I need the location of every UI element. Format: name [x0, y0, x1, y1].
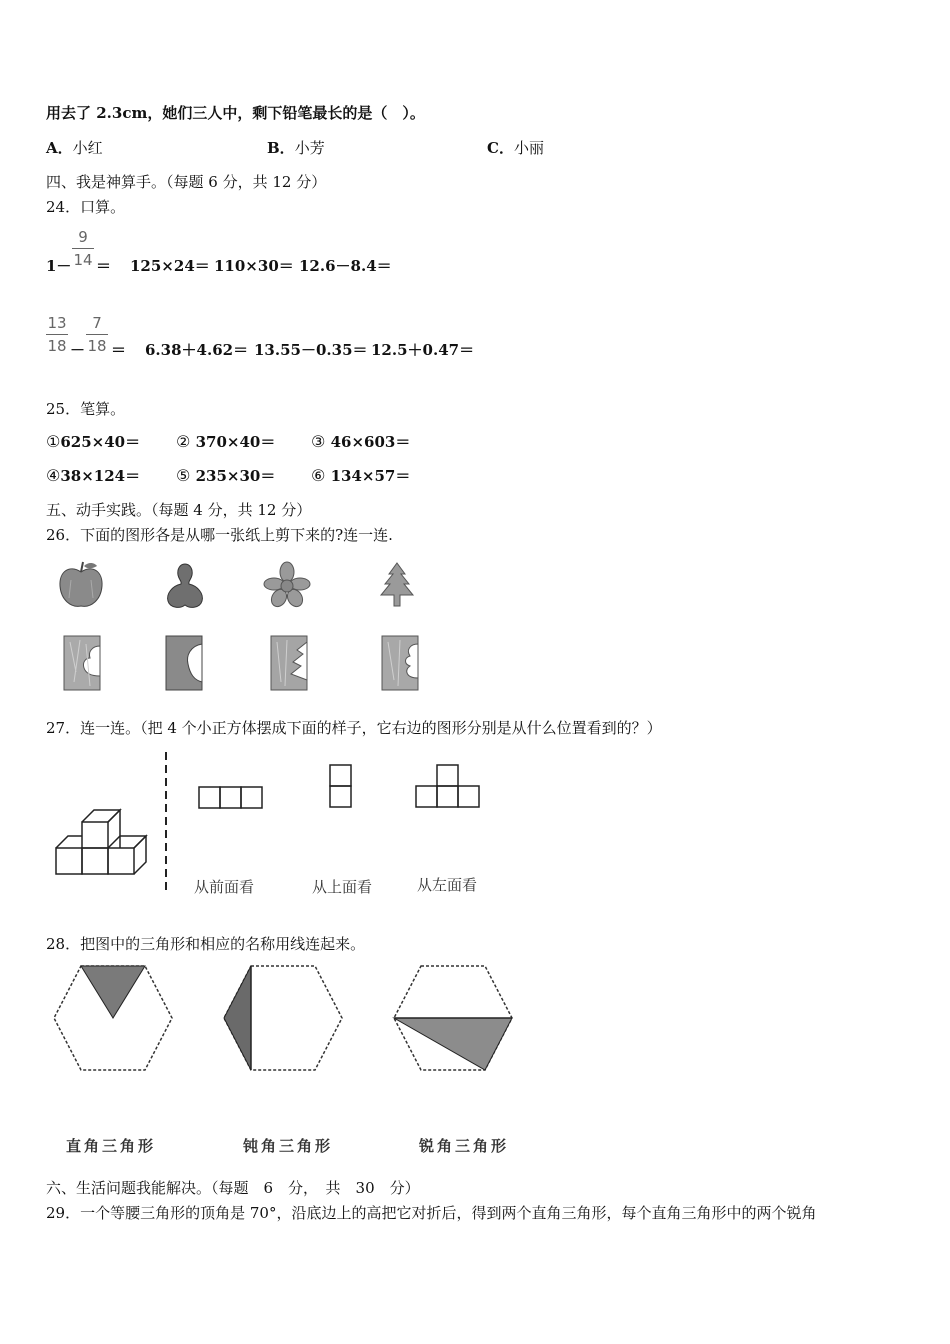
- hexagon-figure-1[interactable]: [48, 960, 178, 1076]
- fraction-numerator: 7: [92, 314, 102, 332]
- item-mark: ⑤: [176, 466, 191, 485]
- apple-cutout-figure[interactable]: [55, 560, 107, 610]
- q29-text: 29．一个等腰三角形的顶角是 70°，沿底边上的高把它对折后，得到两个直角三角形，每个直角三角形中的两个锐角: [46, 1204, 817, 1222]
- section5-title: 五、动手实践。（每题 4 分，共 12 分）: [46, 501, 312, 519]
- label-obtuse-triangle[interactable]: 钝角三角形: [243, 1137, 334, 1155]
- q24-row1-item: 12.6－8.4＝: [299, 257, 392, 275]
- q24-row2-item: 13.55－0.35＝: [254, 341, 368, 359]
- q23-text: 用去了 2.3cm，她们三人中，剩下铅笔最长的是（ ）。: [46, 104, 425, 122]
- option-letter: C．: [487, 139, 514, 157]
- fraction-numerator: 9: [78, 228, 88, 246]
- q24-row1-item: 110×30＝: [214, 257, 294, 275]
- label-acute-triangle[interactable]: 锐角三角形: [419, 1137, 510, 1155]
- q25-item: [176, 465, 275, 486]
- item-mark: ⑥: [311, 466, 326, 485]
- option-letter: A．: [46, 139, 73, 157]
- paper-sheet-3[interactable]: [265, 632, 315, 692]
- view-2-figure[interactable]: [328, 762, 354, 810]
- q25-item: [311, 465, 410, 486]
- item-mark: ②: [176, 432, 191, 451]
- flower-cutout-figure[interactable]: [262, 560, 312, 610]
- q27-title: 27．连一连。（把 4 个小正方体摆成下面的样子，它右边的图形分别是从什么位置看到的？）: [46, 719, 662, 737]
- q25-title: 25．笔算。: [46, 400, 126, 418]
- option-text: 小芳: [294, 139, 325, 157]
- q23-option-a[interactable]: [46, 137, 103, 158]
- q24-title: 24．口算。: [46, 198, 126, 216]
- cube-stack-figure: [50, 748, 180, 898]
- q25-item: [46, 431, 140, 452]
- fraction-denominator: 18: [47, 337, 67, 355]
- section4-title: 四、我是神算手。（每题 6 分，共 12 分）: [46, 173, 327, 191]
- paper-sheet-1[interactable]: [56, 632, 106, 692]
- fraction-numerator: 13: [47, 314, 67, 332]
- q24-row1-eq: ＝: [96, 257, 112, 275]
- q25-item: [46, 465, 140, 486]
- item-mark: ①: [46, 432, 61, 451]
- fraction: [46, 314, 68, 355]
- item-expr: 134×57＝: [330, 467, 411, 485]
- q23-option-c[interactable]: [487, 137, 544, 158]
- label-right-triangle[interactable]: 直角三角形: [66, 1137, 157, 1155]
- q24-row1-prefix: 1－: [46, 257, 72, 275]
- option-text: 小红: [72, 139, 103, 157]
- q26-title: 26．下面的图形各是从哪一张纸上剪下来的?连一连.: [46, 526, 393, 544]
- fraction-bar: [72, 248, 94, 249]
- fraction-denominator: 14: [73, 251, 93, 269]
- fraction-denominator: 18: [87, 337, 107, 355]
- fraction: [86, 314, 108, 355]
- paper-sheet-4[interactable]: [376, 632, 426, 692]
- item-expr: 38×124＝: [60, 467, 141, 485]
- item-mark: ③: [311, 432, 326, 451]
- caption-front-view[interactable]: 从前面看: [194, 878, 255, 896]
- q25-item: [311, 431, 410, 452]
- tree-cutout-figure[interactable]: [372, 560, 422, 610]
- q24-row2-eq: ＝: [111, 341, 127, 359]
- q24-row2-minus: －: [70, 341, 86, 359]
- fraction-bar: [46, 334, 68, 335]
- caption-left-view[interactable]: 从左面看: [417, 876, 478, 894]
- option-letter: B．: [267, 139, 295, 157]
- q23-option-b[interactable]: [267, 137, 325, 158]
- section6-title: 六、生活问题我能解决。（每题 6 分， 共 30 分）: [46, 1179, 420, 1197]
- item-expr: 370×40＝: [195, 433, 276, 451]
- view-3-figure[interactable]: [413, 762, 483, 810]
- q24-row2-item: 6.38＋4.62＝: [145, 341, 249, 359]
- caption-top-view[interactable]: 从上面看: [312, 878, 373, 896]
- q24-row1-item: 125×24＝: [130, 257, 210, 275]
- q24-row2-item: 12.5＋0.47＝: [371, 341, 475, 359]
- paper-sheet-2[interactable]: [160, 632, 210, 692]
- item-expr: 235×30＝: [195, 467, 276, 485]
- item-expr: 625×40＝: [60, 433, 141, 451]
- fraction: [72, 228, 94, 269]
- hexagon-figure-3[interactable]: [388, 960, 518, 1076]
- hexagon-figure-2[interactable]: [218, 960, 348, 1076]
- view-1-figure[interactable]: [198, 784, 266, 810]
- gourd-cutout-figure[interactable]: [160, 560, 210, 610]
- q28-title: 28．把图中的三角形和相应的名称用线连起来。: [46, 935, 366, 953]
- q25-item: [176, 431, 275, 452]
- fraction-bar: [86, 334, 108, 335]
- item-expr: 46×603＝: [330, 433, 411, 451]
- item-mark: ④: [46, 466, 61, 485]
- option-text: 小丽: [513, 139, 544, 157]
